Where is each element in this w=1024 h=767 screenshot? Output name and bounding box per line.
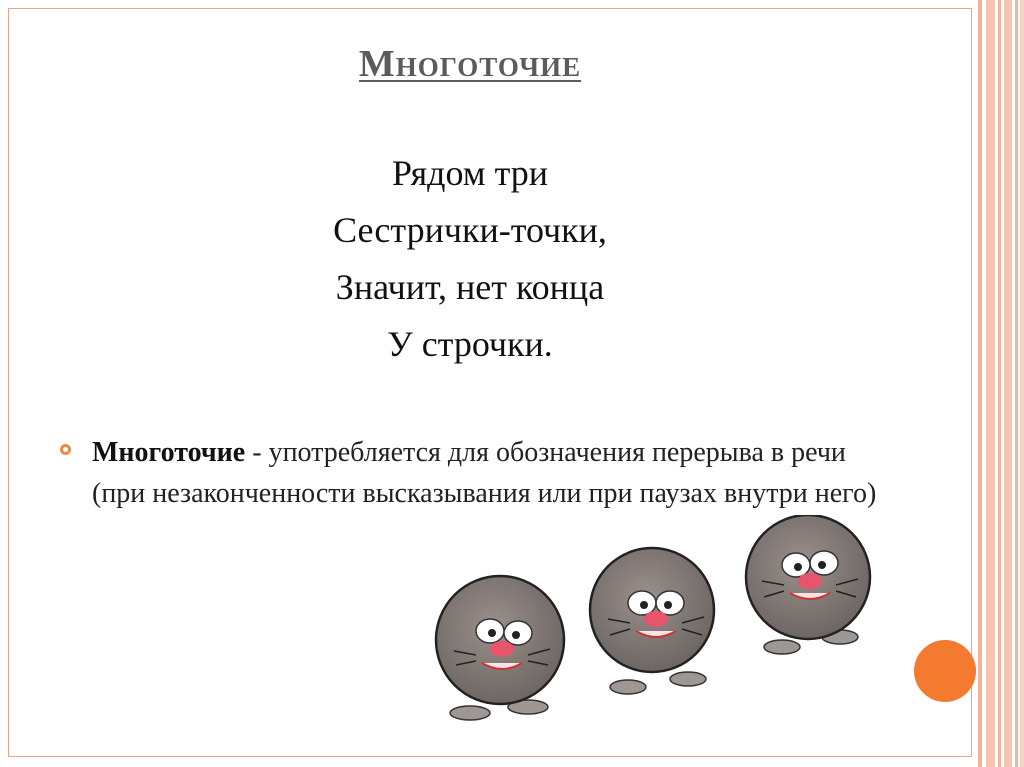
poem-line-2: Сестрички-точки,	[333, 210, 607, 250]
definition-body: употребляется для обозначения перерыва в речи (при незаконченности высказывания или при паузах внутри него)	[92, 437, 877, 509]
decorative-orange-dot	[914, 640, 976, 702]
seals-illustration	[420, 515, 890, 740]
bullet-ring-icon	[60, 444, 71, 455]
definition-text	[92, 432, 880, 514]
poem	[0, 145, 940, 373]
poem-line-1: Рядом три	[391, 153, 549, 193]
poem-line-3: Значит, нет конца	[335, 267, 605, 307]
seal-dot-3-icon	[746, 515, 870, 654]
definition-dash: -	[245, 437, 269, 468]
seal-dot-1-icon	[436, 576, 564, 720]
seal-dot-2-icon	[590, 548, 714, 694]
poem-line-4: У строчки.	[387, 324, 553, 364]
page-title: Многоточие	[358, 43, 582, 85]
definition-term: Многоточие	[92, 437, 246, 468]
definition-bullet	[60, 432, 880, 514]
